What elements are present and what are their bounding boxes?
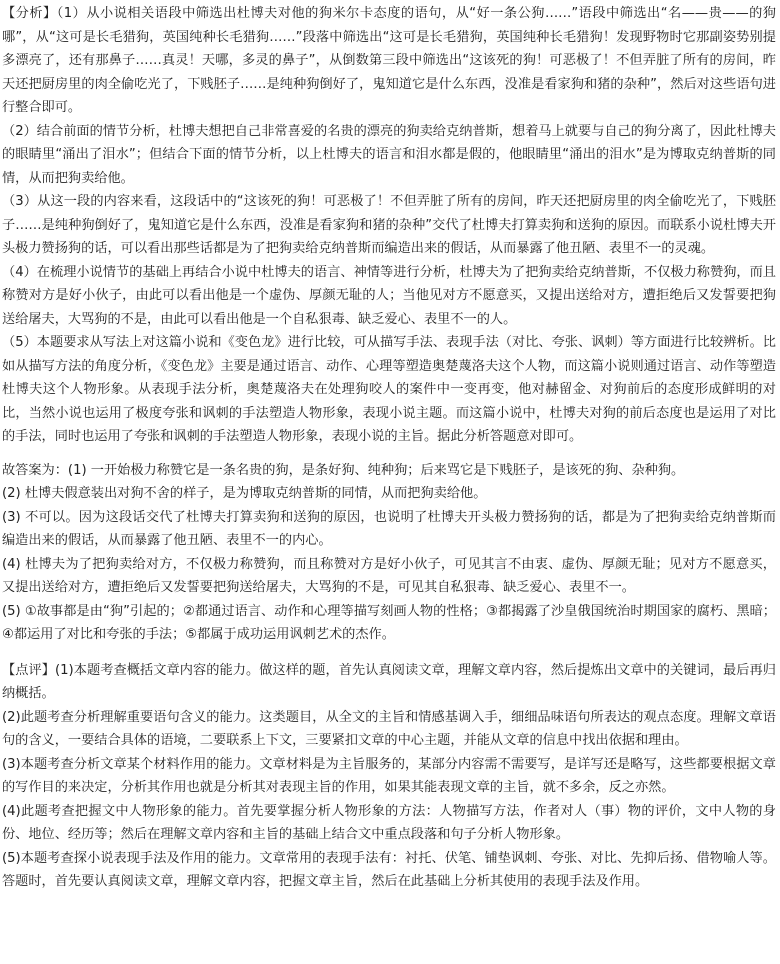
answer-section	[2, 459, 776, 647]
comment-paragraph-3: (3)本题考查分析文章某个材料作用的能力。文章材料是为主旨服务的，某部分内容需不需要写，是详写还是略写，这些都要根据文章的写作目的来决定，分析其作用也就是分析其对表现主旨的作用，如果其能表现文章的主旨，就不多余，反之亦然。	[2, 756, 776, 795]
analysis-paragraph-4: （4）在梳理小说情节的基础上再结合小说中杜博夫的语言、神情等进行分析，杜博夫为了把狗卖给克纳普斯，不仅极力称赞狗，而且称赞对方是好小伙子，由此可以看出他是一个虚伪、厚颜无耻的人；当他见对方不愿意买，又提出送给对方，遭拒绝后又发誓要把狗送给屠夫，大骂狗的不是，由此可以看出他是一个自私狠毒、缺乏爱心、表里不一的人。	[2, 264, 776, 327]
comment-paragraph-4: (4)此题考查把握文中人物形象的能力。首先要掌握分析人物形象的方法：人物描写方法，作者对人（事）物的评价，文中人物的身份、地位、经历等；然后在理解文章内容和主旨的基础上结合文中重点段落和句子分析人物形象。	[2, 803, 776, 842]
answer-line-3: (3) 不可以。因为这段话交代了杜博夫打算卖狗和送狗的原因，也说明了杜博夫开头极力赞扬狗的话，都是为了把狗卖给克纳普斯而编造出来的假话，从而暴露了他丑陋、表里不一的内心。	[2, 509, 776, 548]
analysis-paragraph-2: （2）结合前面的情节分析，杜博夫想把自己非常喜爱的名贵的漂亮的狗卖给克纳普斯，想着马上就要与自己的狗分离了，因此杜博夫的眼睛里“涌出了泪水”；但结合下面的情节分析，以上杜博夫的语言和泪水都是假的，他眼睛里“涌出的泪水”是为博取克纳普斯的同情，从而把狗卖给他。	[2, 123, 776, 186]
analysis-paragraph-5: （5）本题要求从写法上对这篇小说和《变色龙》进行比较，可从描写手法、表现手法（对比、夸张、讽刺）等方面进行比较辨析。比如从描写方法的角度分析，《变色龙》主要是通过语言、动作、心理等塑造奥楚蔑洛夫这个人物，而这篇小说则通过语言、动作等塑造杜博夫这个人物形象。从表现手法分析，奥楚蔑洛夫在处理狗咬人的案件中一变再变，他对赫留金、对狗前后的态度形成鲜明的对比，当然小说也运用了极度夸张和讽刺的手法塑造人物形象，表现小说主题。而这篇小说中，杜博夫对狗的前后态度也是运用了对比的手法，同时也运用了夸张和讽刺的手法塑造人物形象，表现小说的主旨。据此分析答题意对即可。	[2, 335, 776, 444]
comment-paragraph-1: 【点评】(1)本题考查概括文章内容的能力。做这样的题，首先认真阅读文章，理解文章内容，然后提炼出文章中的关键词，最后再归纳概括。	[2, 662, 776, 701]
analysis-section	[2, 2, 776, 449]
section-spacer	[2, 647, 776, 659]
analysis-paragraph-3: （3）从这一段的内容来看，这段话中的“这该死的狗！可恶极了！不但弄脏了所有的房间，昨天还把厨房里的肉全偷吃光了，下贱胚子……是纯种狗倒好了，鬼知道它是什么东西，没准是看家狗和猪的杂种”交代了杜博夫打算卖狗和送狗的原因。而联系小说杜博夫开头极力赞扬狗的话，可以看出那些话都是为了把狗卖给克纳普斯而编造出来的假话，从而暴露了他丑陋、表里不一的灵魂。	[2, 194, 776, 256]
answer-line-4: (4) 杜博夫为了把狗卖给对方，不仅极力称赞狗，而且称赞对方是好小伙子，可见其言不由衷、虚伪、厚颜无耻；见对方不愿意买，又提出送给对方，遭拒绝后又发誓要把狗送给屠夫，大骂狗的不是，可见其自私狠毒、缺乏爱心、表里不一。	[2, 556, 776, 595]
section-spacer	[2, 449, 776, 459]
comment-paragraph-5: (5)本题考查探小说表现手法及作用的能力。文章常用的表现手法有：衬托、伏笔、铺垫讽刺、夸张、对比、先抑后扬、借物喻人等。答题时，首先要认真阅读文章，理解文章内容，把握文章主旨，然后在此基础上分析其使用的表现手法及作用。	[2, 850, 776, 889]
analysis-paragraph-1: 【分析】（1）从小说相关语段中筛选出杜博夫对他的狗米尔卡态度的语句，从“好一条公狗……”语段中筛选出“名——贵——的狗哪”，从“这可是长毛猎狗，英国纯种长毛猎狗……”段落中筛选出“这可是长毛猎狗，英国纯种长毛猎狗！发现野物时它那副姿势别提多漂亮了，还有那鼻子……真灵！天哪，多灵的鼻子”，从倒数第三段中筛选出“这该死的狗！可恶极了！不但弄脏了所有的房间，昨天还把厨房里的肉全偷吃光了，下贱胚子……是纯种狗倒好了，鬼知道它是什么东西，没准是看家狗和猪的杂种”，然后对这些语句进行整合即可。	[2, 6, 776, 115]
comment-section	[2, 659, 776, 894]
comment-paragraph-2: (2)此题考查分析理解重要语句含义的能力。这类题目，从全文的主旨和情感基调入手，细细品味语句所表达的观点态度。理解文章语句的含义，一要结合具体的语境，二要联系上下文，三要紧扣文章的中心主题，并能从文章的信息中找出依据和理由。	[2, 709, 776, 748]
answer-line-2: (2) 杜博夫假意装出对狗不舍的样子，是为博取克纳普斯的同情，从而把狗卖给他。	[2, 486, 487, 501]
answer-line-5: (5) ①故事都是由“狗”引起的；②都通过语言、动作和心理等描写刻画人物的性格；③都揭露了沙皇俄国统治时期国家的腐朽、黑暗；④都运用了对比和夸张的手法；⑤都属于成功运用讽刺艺术的杰作。	[2, 603, 776, 642]
answer-line-1: 故答案为：(1) 一开始极力称赞它是一条名贵的狗，是条好狗、纯种狗；后来骂它是下贱胚子，是该死的狗、杂种狗。	[2, 462, 685, 478]
